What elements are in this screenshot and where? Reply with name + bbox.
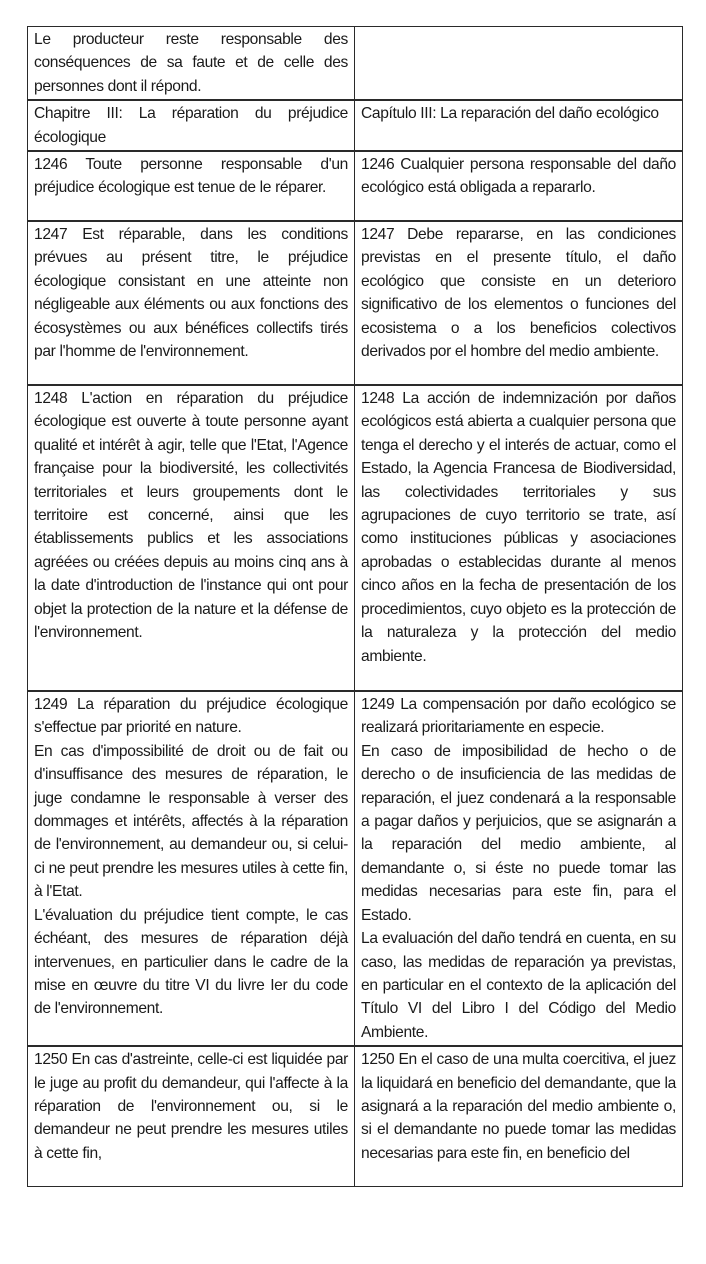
french-cell xyxy=(28,151,355,221)
paragraph: L'évaluation du préjudice tient compte, le cas échéant, des mesures de réparation déjà intervenues, en particulier dans le cadre de la mise en œuvre du titre VI du livre Ier du code de l'environnement. xyxy=(34,906,348,1018)
french-cell xyxy=(28,100,355,151)
spanish-cell xyxy=(355,100,683,151)
spanish-cell xyxy=(355,385,683,691)
article-1246: 1246 Toute personne responsable d'un préjudice écologique est tenue de le réparer. xyxy=(34,156,348,197)
table-row xyxy=(28,1046,683,1186)
article-1248: 1248 La acción de indemnización por daños ecológicos está abierta a cualquier persona que tenga el derecho y el interés de actuar, como el Estado, la Agencia Francesa de Biodiversidad, las colectividades territoriales y sus agrupaciones de cuyo territorio se trate, así como instituciones públicas y asociaciones aprobadas o establecidas durante al menos cinco años en la fecha de presentación de los procedimientos, cuyo objeto es la protección de la naturaleza y la protección del medio ambiente. xyxy=(361,390,676,665)
article-1249: 1249 La compensación por daño ecológico se realizará prioritariamente en especie. xyxy=(361,696,676,737)
table-row xyxy=(28,151,683,221)
article-1247: 1247 Debe repararse, en las condiciones previstas en el presente título, el daño ecológico que consiste en un deterioro significativo de los elementos o funciones del ecosistema o a los beneficios colectivos derivados por el hombre del medio ambiente. xyxy=(361,226,676,361)
spanish-cell xyxy=(355,27,683,101)
table-row xyxy=(28,221,683,385)
paragraph: En caso de imposibilidad de hecho o de derecho o de insuficiencia de las medidas de reparación, el juez condenará a la responsable a pagar daños y perjuicios, que se asignarán a la reparación del medio ambiente, al demandante o, si éste no puede tomar las medidas necesarias para este fin, para el Estado. xyxy=(361,742,676,924)
article-1247: 1247 Est réparable, dans les conditions prévues au présent titre, le préjudice écologique consistant en une atteinte non négligeable aux éléments ou aux fonctions des écosystèmes ou aux bénéfices collectifs tirés par l'homme de l'environnement. xyxy=(34,226,348,361)
french-cell xyxy=(28,385,355,691)
french-cell xyxy=(28,221,355,385)
french-cell xyxy=(28,1046,355,1186)
spanish-cell xyxy=(355,691,683,1046)
table-row xyxy=(28,691,683,1046)
article-1250: 1250 En cas d'astreinte, celle-ci est liquidée par le juge au profit du demandeur, qui l'affecte à la réparation de l'environnement ou, si le demandeur ne peut prendre les mesures utiles à cette fin, xyxy=(34,1051,348,1162)
french-cell xyxy=(28,27,355,101)
article-1249: 1249 La réparation du préjudice écologique s'effectue par priorité en nature. xyxy=(34,696,348,737)
article-1248: 1248 L'action en réparation du préjudice écologique est ouverte à toute personne ayant qualité et intérêt à agir, telle que l'Etat, l'Agence française pour la biodiversité, les collectivités territoriales et leurs groupements dont le territoire est concerné, ainsi que les établissements publics et les associations agréées ou créées depuis au moins cinq ans à la date d'introduction de l'instance qui ont pour objet la protection de la nature et la défense de l'environnement. xyxy=(34,390,348,642)
table-row xyxy=(28,385,683,691)
table-row xyxy=(28,27,683,101)
chapter-heading: Chapitre III: La réparation du préjudice écologique xyxy=(34,105,348,146)
document-page xyxy=(27,26,682,1187)
chapter-heading: Capítulo III: La reparación del daño ecológico xyxy=(361,105,659,123)
spanish-cell xyxy=(355,221,683,385)
table-row xyxy=(28,100,683,151)
french-cell xyxy=(28,691,355,1046)
bilingual-table xyxy=(27,26,683,1187)
spanish-cell xyxy=(355,1046,683,1186)
paragraph: En cas d'impossibilité de droit ou de fait ou d'insuffisance des mesures de réparation, le juge condamne le responsable à verser des dommages et intérêts, affectés à la réparation de l'environnement, au demandeur ou, si celui-ci ne peut prendre les mesures utiles à cette fin, à l'Etat. xyxy=(34,742,348,901)
paragraph: La evaluación del daño tendrá en cuenta, en su caso, las medidas de reparación ya previstas, en particular en el contexto de la aplicación del Título VI del Libro I del Código del Medio Ambiente. xyxy=(361,930,676,1041)
article-1246: 1246 Cualquier persona responsable del daño ecológico está obligada a repararlo. xyxy=(361,156,676,197)
article-1250: 1250 En el caso de una multa coercitiva, el juez la liquidará en beneficio del demandante, que la asignará a la reparación del medio ambiente o, si el demandante no puede tomar las medidas necesarias para este fin, en beneficio del xyxy=(361,1051,676,1162)
paragraph: Le producteur reste responsable des conséquences de sa faute et de celle des personnes dont il répond. xyxy=(34,31,348,95)
spanish-cell xyxy=(355,151,683,221)
